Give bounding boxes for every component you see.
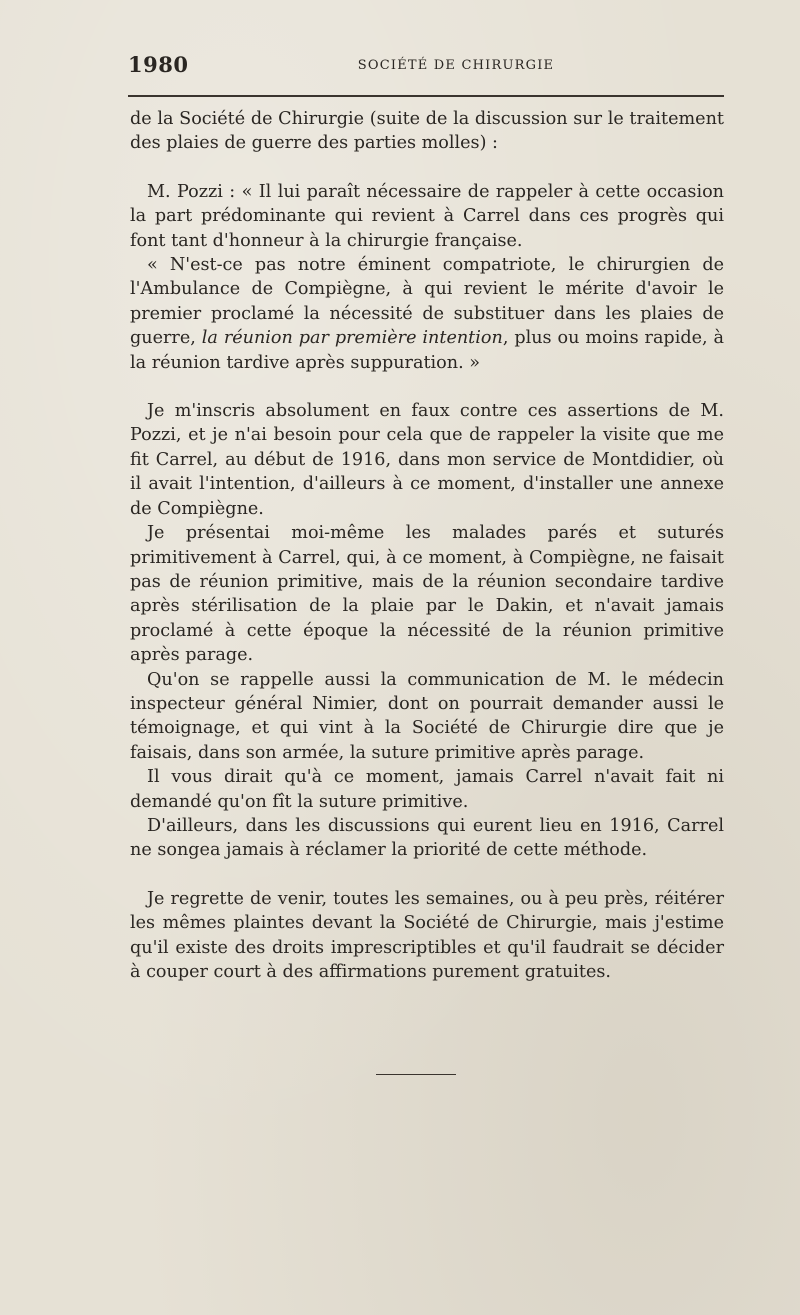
paragraph-presentation: Je présentai moi-même les malades parés et suturés primitivement à Carrel, qui, à ce moment, à Compiègne, ne faisait pas de réunion primitive, mais de la réunion secondaire tardive après stérilisation de la plaie par le Dakin, et n'avait jamais proclamé à cette époque la nécessité de la réunion primitive après parage. [130, 523, 724, 666]
paragraph-gap [130, 863, 724, 887]
body-text [130, 107, 724, 984]
header-rule [128, 95, 724, 97]
paragraph-priority: D'ailleurs, dans les discussions qui eurent lieu en 1916, Carrel ne songea jamais à réclamer la priorité de cette méthode. [130, 815, 724, 861]
paragraph-pozzi-question [130, 253, 724, 375]
paragraph-conclusion: Je regrette de venir, toutes les semaines, ou à peu près, réitérer les mêmes plaintes devant la Société de Chirurgie, mais j'estime qu'il existe des droits imprescriptibles et qu'il faudrait se décider à couper court à des affirmations purement gratuites. [130, 888, 724, 982]
page-number: 1980 [128, 52, 189, 77]
quote-text-before: « N'est-ce pas notre éminent compatriote, le chirurgien de l'Ambulance de Compiègne, à qui revient le mérite d'avoir le premier proclamé la nécessité de substituer dans les plaies de guerre, [130, 255, 724, 349]
paragraph-pozzi-quote: M. Pozzi : « Il lui paraît nécessaire de rappeler à cette occasion la part prédominante qui revient à Carrel dans ces progrès qui font tant d'honneur à la chirurgie française. [130, 181, 724, 251]
paragraph-intro: de la Société de Chirurgie (suite de la discussion sur le traitement des plaies de guerre des parties molles) : [130, 109, 724, 154]
running-title: SOCIÉTÉ DE CHIRURGIE [357, 58, 555, 73]
paragraph-rebuttal: Je m'inscris absolument en faux contre ces assertions de M. Pozzi, et je n'ai besoin pour cela que de rappeler la visite que me fit Carrel, au début de 1916, dans mon service de Montdidier, où il avait l'intention, d'ailleurs à ce moment, d'installer une annexe de Compiègne. [130, 401, 724, 519]
paragraph-nimier: Qu'on se rappelle aussi la communication de M. le médecin inspecteur général Nimier, dont on pourrait demander aussi le témoignage, et qui vint à la Société de Chirurgie dire que je faisais, dans son armée, la suture primitive après parage. [130, 669, 724, 763]
quote-text-after: , plus ou moins rapide, à la réunion tardive après suppuration. » [130, 328, 724, 373]
paragraph-carrel-suture: Il vous dirait qu'à ce moment, jamais Carrel n'avait fait ni demandé qu'on fît la suture primitive. [130, 767, 724, 812]
running-head [128, 52, 724, 80]
paragraph-gap [130, 156, 724, 180]
quote-italic-phrase: la réunion par première intention [201, 328, 503, 349]
end-rule [376, 1074, 456, 1075]
paragraph-gap [130, 375, 724, 399]
